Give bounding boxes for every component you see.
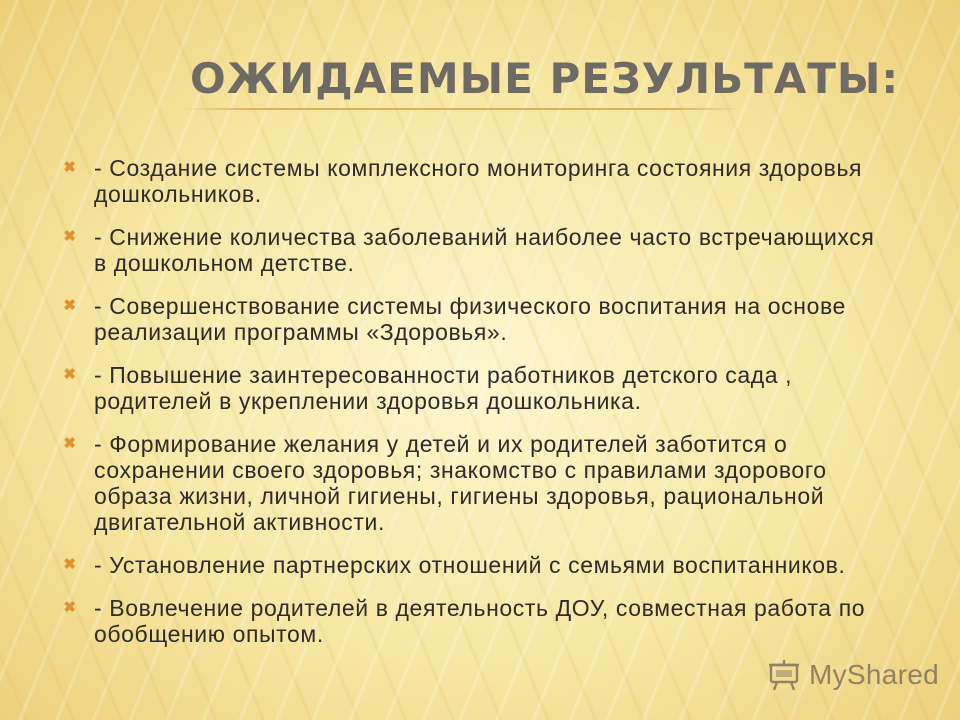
x-mark-bullet-icon: ✖: [63, 159, 77, 176]
x-mark-bullet-icon: ✖: [63, 228, 77, 245]
x-mark-bullet-icon: ✖: [63, 435, 77, 452]
list-item-text: - Снижение количества заболеваний наиболее часто встречающихся в дошкольном детстве.: [94, 224, 875, 276]
list-item: [60, 552, 890, 578]
x-mark-bullet-icon: ✖: [63, 297, 77, 314]
list-item-text: - Совершенствование системы физического воспитания на основе реализации программы «Здоровья».: [94, 293, 846, 345]
list-item: [60, 224, 890, 276]
bullet-list: [60, 155, 890, 664]
list-item: [60, 362, 890, 414]
list-item-text: - Создание системы комплексного мониторинга состояния здоровья дошкольников.: [94, 155, 863, 207]
list-item: [60, 431, 890, 535]
slide-title: ОЖИДАЕМЫЕ РЕЗУЛЬТАТЫ:: [190, 54, 900, 103]
x-mark-bullet-icon: ✖: [63, 599, 77, 616]
list-item-text: - Формирование желания у детей и их родителей заботится о сохранении своего здоровья; знакомство с правилами здорового образа жизни, личной гигиены, гигиены здоровья, рациональной двигательной активности.: [94, 431, 827, 535]
list-item-text: - Повышение заинтересованности работников детского сада , родителей в укреплении здоровья дошкольника.: [94, 362, 793, 414]
watermark-text: MyShared: [809, 659, 940, 690]
projector-icon: [767, 658, 801, 692]
list-item-text: - Установление партнерских отношений с семьями воспитанников.: [94, 552, 846, 578]
list-item-text: - Вовлечение родителей в деятельность ДОУ, совместная работа по обобщению опытом.: [94, 595, 866, 647]
list-item: [60, 293, 890, 345]
title-underline: [183, 108, 743, 110]
x-mark-bullet-icon: ✖: [63, 556, 77, 573]
list-item: [60, 595, 890, 647]
x-mark-bullet-icon: ✖: [63, 366, 77, 383]
list-item: [60, 155, 890, 207]
myshared-watermark: [767, 655, 939, 695]
